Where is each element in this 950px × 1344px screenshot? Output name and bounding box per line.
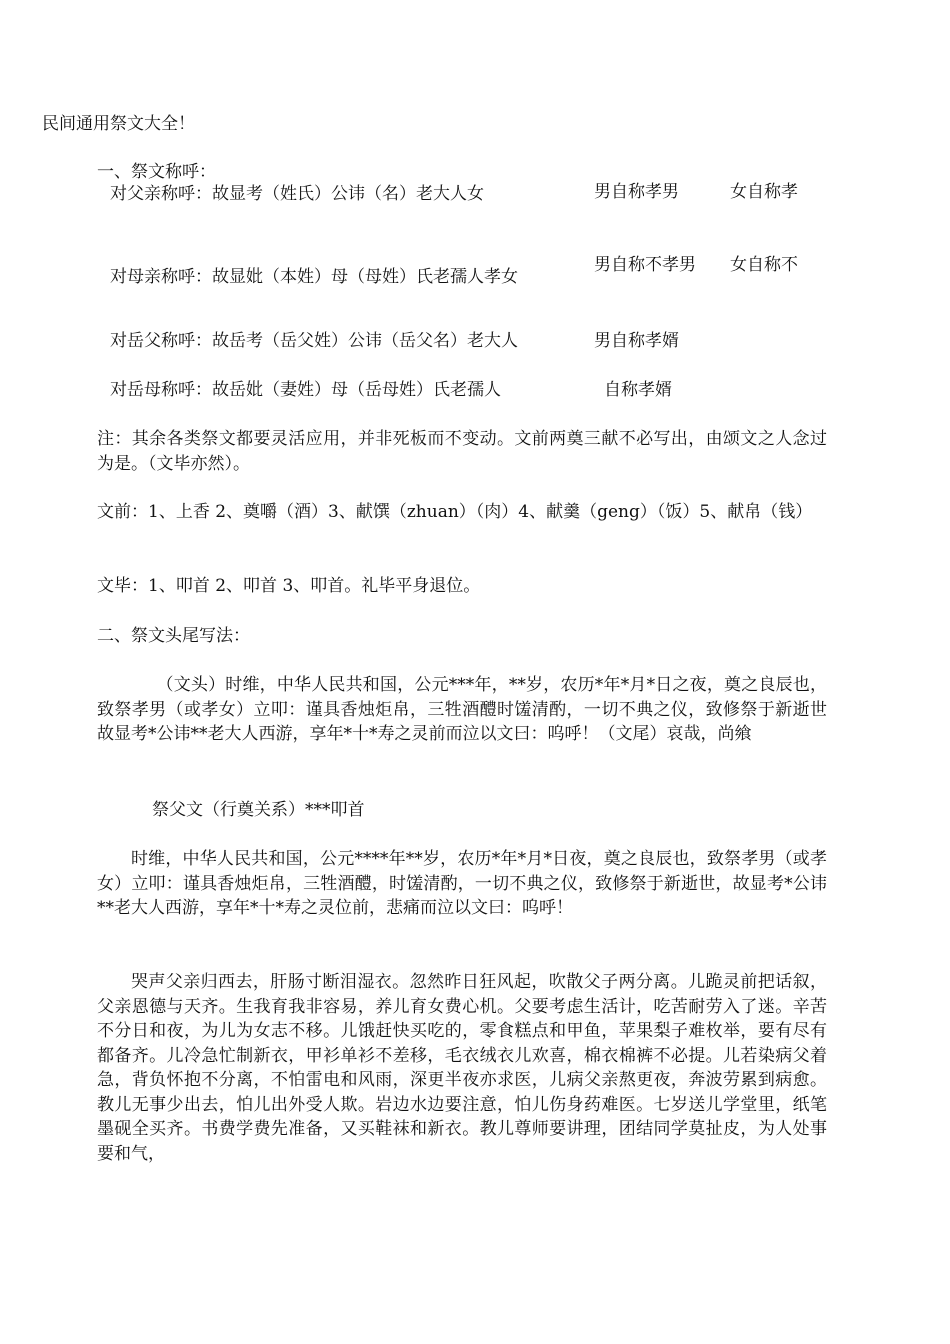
eulogy-paragraph-2: 哭声父亲归西去，肝肠寸断泪湿衣。忽然昨日狂风起，吹散父子两分离。儿跪灵前把话叙，父亲恩德与天齐。生我育我非容易，养儿育女费心机。父要考虑生活计，吃苦耐劳入了迷。辛苦不分日和夜，为儿为女志不移。儿饿赶快买吃的，零食糕点和甲鱼，苹果梨子难枚举，要有尽有都备齐。儿冷急忙制新衣，甲衫单衫不差移，毛衣绒衣儿欢喜，棉衣棉裤不必提。儿若染病父着急，背负怀抱不分离，不怕雷电和风雨，深更半夜亦求医，儿病父亲熬更夜，奔波劳累到病愈。教儿无事少出去，怕儿出外受人欺。岩边水边要注意，怕儿伤身药难医。七岁送儿学堂里，纸笔墨砚全买齐。书费学费先准备，又买鞋袜和新衣。教儿尊师要讲理，团结同学莫扯皮，为人处事要和气， [97,972,827,1164]
row-father-col3: 女自称孝 [730,182,798,202]
document-title: 民间通用祭文大全！ [42,114,195,134]
row-father-in-law-label: 对岳父称呼：故岳考（岳父姓）公讳（岳父名）老大人 [110,331,518,351]
row-father-label: 对父亲称呼：故显考（姓氏）公讳（名）老大人女 [110,184,484,204]
row-mother-col3: 女自称不 [730,255,798,275]
eulogy-paragraph-1: 时维，中华人民共和国，公元****年**岁，农历*年*月*日夜，奠之良辰也，致祭孝男（或孝女）立叩：谨具香烛炬帛，三牲酒醴，时馐清酌，一切不典之仪，致修祭于新逝世，故显考*公讳**老大人西游，享年*十*寿之灵位前，悲痛而泣以文曰：呜呼！ [97,849,827,918]
row-mother-col2: 男自称不孝男 [594,255,696,275]
row-father-in-law-col2: 男自称孝婿 [594,331,679,351]
row-mother-in-law-col2: 自称孝婿 [604,380,672,400]
after-ritual-paragraph: 文毕：1、叩首 2、叩首 3、叩首。礼毕平身退位。 [97,576,481,596]
row-father-col2: 男自称孝男 [594,182,679,202]
section1-heading: 一、祭文称呼： [97,162,216,182]
section2-heading: 二、祭文头尾写法： [97,626,250,646]
note-paragraph: 注：其余各类祭文都要灵活应用，并非死板而不变动。文前两奠三献不必写出，由颂文之人念过为是。（文毕亦然）。 [97,429,827,474]
row-mother-in-law-label: 对岳母称呼：故岳妣（妻姓）母（岳母姓）氏老孺人 [110,380,501,400]
row-mother-label: 对母亲称呼：故显妣（本姓）母（母姓）氏老孺人孝女 [110,267,518,287]
eulogy-title: 祭父文（行奠关系）***叩首 [152,800,365,820]
template-paragraph: （文头）时维，中华人民共和国，公元***年，**岁，农历*年*月*日之夜，奠之良辰也，致祭孝男（或孝女）立叩：谨具香烛炬帛，三牲酒醴时馐清酌，一切不典之仪，致修祭于新逝世故显考*公讳**老大人西游，享年*十*寿之灵前而泣以文曰：呜呼！（文尾）哀哉，尚飨 [97,675,827,744]
before-ritual-paragraph: 文前：1、上香 2、奠嚼（酒）3、献馔（zhuan）（肉）4、献羹（geng）（饭）5、献帛（钱） [97,502,813,522]
